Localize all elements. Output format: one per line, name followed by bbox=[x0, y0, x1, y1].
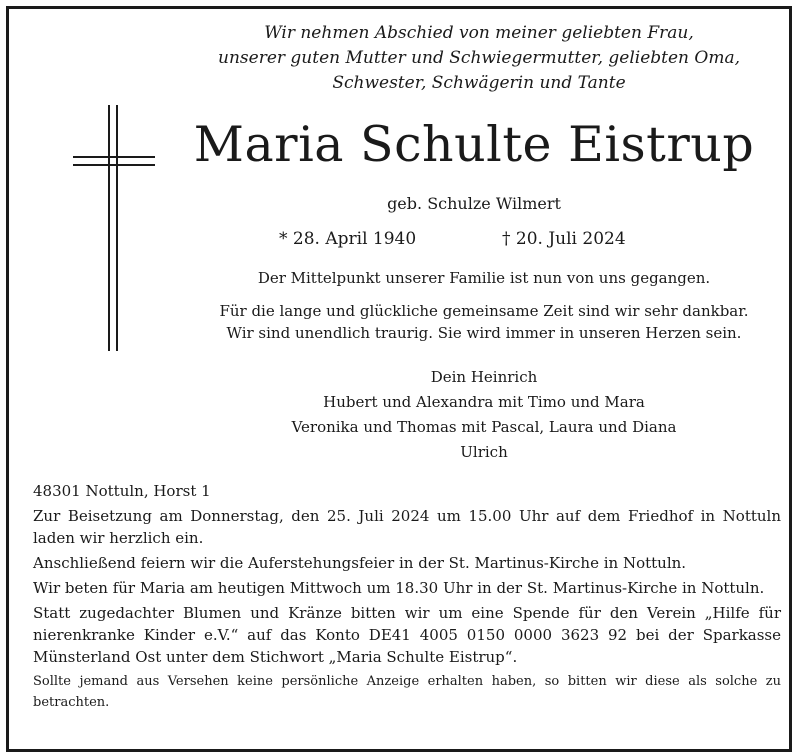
signer-1: Dein Heinrich bbox=[430, 368, 538, 386]
birth-date: * 28. April 1940 bbox=[279, 229, 417, 249]
message-line-2: Für die lange und glückliche gemeinsame Zeit sind wir sehr dankbar. bbox=[219, 302, 749, 320]
prayer-notice: Wir beten für Maria am heutigen Mittwoch um 18.30 Uhr in der St. Martinus-Kirche in Nottuln. bbox=[33, 579, 765, 597]
signer-2: Hubert und Alexandra mit Timo und Mara bbox=[323, 393, 645, 411]
signer-3: Veronika und Thomas mit Pascal, Laura und Diana bbox=[291, 418, 677, 436]
signers-list bbox=[179, 365, 789, 465]
apology-notice: Sollte jemand aus Versehen keine persönliche Anzeige erhalten haben, so bitten wir diese als solche zu betrachten. bbox=[33, 674, 781, 710]
message-line-3: Wir sind unendlich traurig. Sie wird immer in unseren Herzen sein. bbox=[226, 324, 742, 342]
cross-icon bbox=[73, 105, 155, 351]
intro-line-1: Wir nehmen Abschied von meiner geliebten Frau, bbox=[264, 23, 694, 43]
address: 48301 Nottuln, Horst 1 bbox=[33, 482, 211, 500]
death-date: † 20. Juli 2024 bbox=[502, 229, 626, 249]
celebration-notice: Anschließend feiern wir die Auferstehungsfeier in der St. Martinus-Kirche in Nottuln. bbox=[33, 554, 687, 572]
message-block bbox=[179, 300, 789, 344]
deceased-name: Maria Schulte Eistrup bbox=[193, 116, 755, 173]
obituary-frame bbox=[6, 6, 792, 752]
maiden-name: geb. Schulze Wilmert bbox=[387, 194, 561, 213]
donation-notice: Statt zugedachter Blumen und Kränze bitten wir um eine Spende für den Verein „Hilfe für nierenkranke Kinder e.V.“ auf das Konto DE41 4005 0150 0000 3623 92 bei der Sparkasse Münsterland Ost unter dem Stichwort „Maria Schulte Eistrup“. bbox=[33, 604, 781, 666]
intro-line-2: unserer guten Mutter und Schwiegermutter, geliebten Oma, bbox=[218, 48, 740, 68]
signer-4: Ulrich bbox=[460, 443, 508, 461]
intro-text bbox=[189, 21, 769, 96]
intro-line-3: Schwester, Schwägerin und Tante bbox=[332, 73, 626, 93]
funeral-notice: Zur Beisetzung am Donnerstag, den 25. Juli 2024 um 15.00 Uhr auf dem Friedhof in Nottuln laden wir herzlich ein. bbox=[33, 507, 781, 547]
notices-section bbox=[33, 480, 781, 716]
message-line-1: Der Mittelpunkt unserer Familie ist nun von uns gegangen. bbox=[257, 269, 711, 287]
